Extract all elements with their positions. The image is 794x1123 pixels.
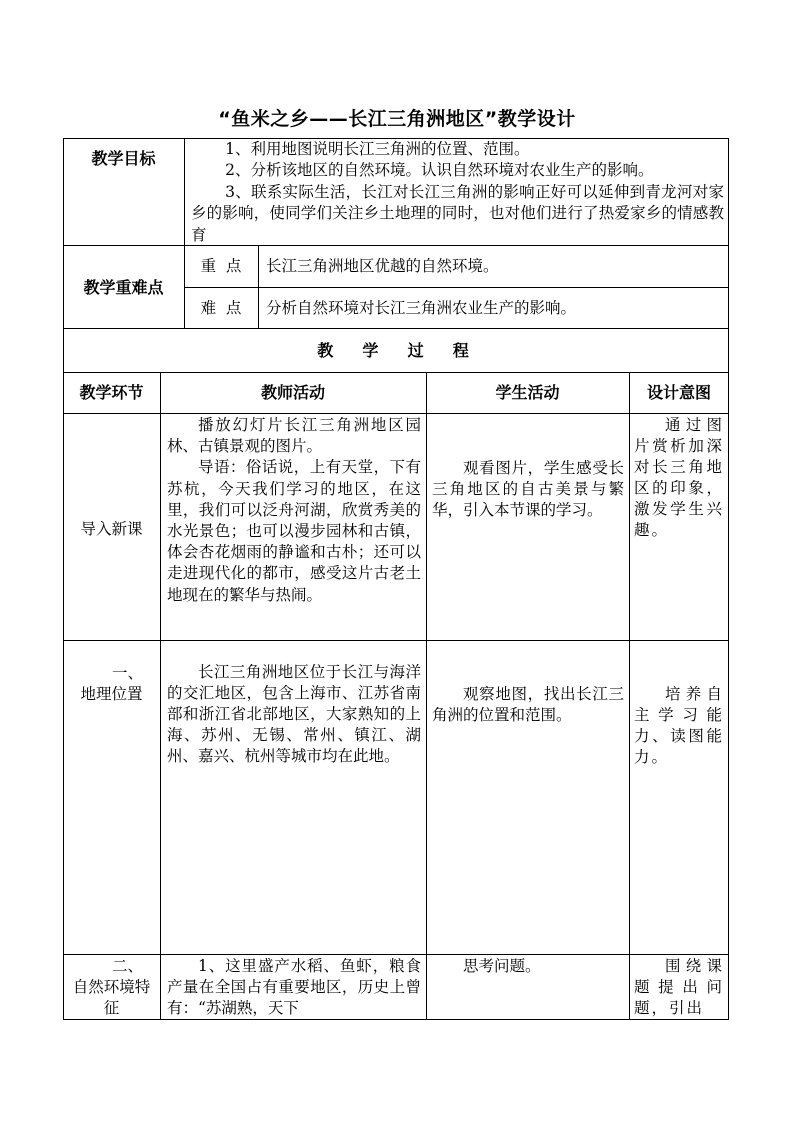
step-cell: [63, 956, 160, 1019]
student-cell: [432, 956, 624, 977]
intent-text: 通过图片赏析加深对长三角地区的印象，激发学生兴趣。: [634, 416, 724, 539]
focus-label: 重 点: [200, 257, 242, 275]
teacher-text: 1、这里盛产水稻、鱼虾，粮食产量在全国占有重要地区，历史上曾有：“苏湖熟，天下: [167, 957, 421, 1017]
teacher-paragraph: 导语：俗话说，上有天堂，下有苏杭，今天我们学习的地区，在这里，我们可以泛舟河湖，欣赏秀美的水光景色；也可以漫步园林和古镇，体会杏花烟雨的静谧和古朴；还可以走进现代化的都市，感受这片古老土地现在的繁华与热闹。: [167, 458, 421, 604]
step-number: 二、: [111, 957, 143, 975]
goals-list: [191, 139, 724, 246]
goal-item: 2、分析该地区的自然环境。认识自然环境对农业生产的影响。: [225, 161, 654, 180]
student-text: 观看图片，学生感受长三角地区的自古美景与繁华，引入本节课的学习。: [432, 459, 624, 519]
divider: [629, 372, 630, 1020]
goal-item: 1、利用地图说明长江三角洲的位置、范围。: [225, 140, 530, 158]
key-points-label: 教学重难点: [83, 278, 164, 297]
teacher-cell: [167, 956, 421, 1019]
teacher-paragraph: 播放幻灯片长江三角洲地区园林、古镇景观的图片。: [167, 416, 421, 456]
goals-label: 教学目标: [91, 149, 156, 168]
divider: [258, 245, 259, 329]
page-title: “鱼米之乡——长江三角洲地区”教学设计: [218, 108, 576, 130]
intent-cell: [634, 956, 724, 1019]
teacher-text: 长江三角洲地区位于长江与海洋的交汇地区，包含上海市、江苏省南部和浙江省北部地区，大家熟知的上海、苏州、无锡、常州、镇江、湖州、嘉兴、杭州等城市均在此地。: [167, 663, 421, 765]
goal-item: 3、联系实际生活，长江对长江三角洲的影响正好可以延伸到青龙河对家乡的影响，使同学们关注乡土地理的同时，也对他们进行了热爱家乡的情感教育: [191, 182, 724, 244]
divider: [426, 372, 427, 1020]
header-intent: 设计意图: [646, 383, 711, 402]
student-text: 思考问题。: [463, 957, 541, 975]
teacher-cell: [167, 662, 421, 767]
step-cell: [63, 663, 160, 705]
student-cell: [432, 684, 624, 726]
divider: [184, 287, 729, 288]
header-teacher: 教师活动: [260, 383, 325, 402]
difficulty-label: 难 点: [200, 299, 242, 317]
teacher-cell: [167, 415, 421, 606]
difficulty-text: 分析自然环境对长江三角洲农业生产的影响。: [266, 299, 577, 317]
step-cell: 导入新课: [80, 520, 143, 538]
step-number: 一、: [111, 664, 143, 682]
step-title: 地理位置: [80, 685, 143, 703]
student-cell: [432, 458, 624, 521]
intent-cell: [634, 415, 724, 541]
intent-cell: [634, 684, 724, 768]
header-step: 教学环节: [79, 383, 144, 402]
header-student: 学生活动: [495, 383, 560, 402]
divider: [160, 372, 161, 1020]
intent-text: 培养自主学习能力、读图能力。: [634, 685, 724, 766]
intent-text: 围绕课题提出问题，引出: [634, 957, 724, 1017]
step-title: 自然环境特征: [72, 978, 151, 1017]
student-text: 观察地图，找出长江三角洲的位置和范围。: [432, 685, 624, 724]
process-title: 教 学 过 程: [317, 341, 475, 360]
focus-text: 长江三角洲地区优越的自然环境。: [266, 257, 499, 275]
